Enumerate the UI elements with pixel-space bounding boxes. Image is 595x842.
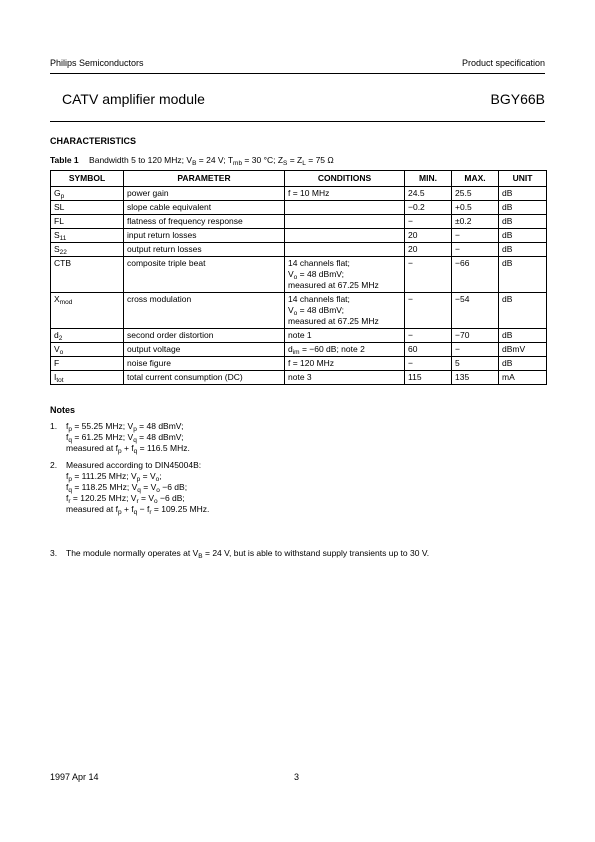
cell-max: −66 <box>452 257 499 293</box>
cell-max: −70 <box>452 329 499 343</box>
table-row <box>51 187 547 201</box>
cell-min: 60 <box>405 343 452 357</box>
cell-conditions: f = 120 MHz <box>285 357 405 371</box>
cell-min: − <box>405 293 452 329</box>
cell-symbol: CTB <box>51 257 124 293</box>
cell-symbol: $V_o$ <box>51 343 124 357</box>
product-code: BGY66B <box>490 91 545 107</box>
note-number: 3. <box>50 548 58 558</box>
cell-min: − <box>405 329 452 343</box>
cell-unit: dB <box>499 229 547 243</box>
document-type: Product specification <box>461 58 545 68</box>
company-name: Philips Semiconductors <box>50 58 144 68</box>
table-row <box>51 357 547 371</box>
page-number: 3 <box>294 772 300 782</box>
cell-min: −0.2 <box>405 201 452 215</box>
cell-max: 25.5 <box>452 187 499 201</box>
page-title: CATV amplifier module <box>62 91 205 107</box>
characteristics-table <box>50 170 547 385</box>
header-rule <box>50 73 545 74</box>
cell-symbol: $S_{22}$ <box>51 243 124 257</box>
cell-unit: dB <box>499 187 547 201</box>
table-row <box>51 215 547 229</box>
cell-parameter: total current consumption (DC) <box>124 371 285 385</box>
cell-unit: dBmV <box>499 343 547 357</box>
column-header: MIN. <box>405 171 452 187</box>
cell-unit: dB <box>499 293 547 329</box>
cell-symbol: $X_{mod}$ <box>51 293 124 329</box>
cell-unit: dB <box>499 243 547 257</box>
cell-conditions: note 1 <box>285 329 405 343</box>
table-row <box>51 371 547 385</box>
cell-max: 135 <box>452 371 499 385</box>
column-header: CONDITIONS <box>285 171 405 187</box>
cell-conditions: 14 channels flat; $V_o = 48$ dBmV; measured at 67.25 MHz <box>285 257 405 293</box>
note-text: $f_p = 55.25$ MHz; $V_p = 48$ dBmV; $f_q = 61.25$ MHz; $V_q = 48$ dBmV; measured at $f_p + f_q = 116.5$ MHz. <box>66 421 190 455</box>
cell-unit: dB <box>499 257 547 293</box>
footer-date: 1997 Apr 14 <box>50 772 99 782</box>
cell-min: − <box>405 357 452 371</box>
cell-unit: mA <box>499 371 547 385</box>
cell-parameter: slope cable equivalent <box>124 201 285 215</box>
cell-parameter: output voltage <box>124 343 285 357</box>
note-text: Measured according to DIN45004B: $f_p = 111.25$ MHz; $V_p = V_o$; $f_q = 118.25$ MHz; $V_q = V_o -6$ dB; $f_r = 120.25$ MHz; $V_r = V_o -6$ dB; measured at $f_p + f_q - f_r = 109.25$ MHz. <box>66 460 210 516</box>
note-text: The module normally operates at $V_B = 24$ V, but is able to withstand supply transients up to 30 V. <box>66 548 430 560</box>
note-number: 2. <box>50 460 58 470</box>
cell-max: − <box>452 343 499 357</box>
cell-min: − <box>405 257 452 293</box>
cell-conditions <box>285 201 405 215</box>
cell-min: 115 <box>405 371 452 385</box>
cell-symbol: F <box>51 357 124 371</box>
column-header: MAX. <box>452 171 499 187</box>
cell-parameter: second order distortion <box>124 329 285 343</box>
table-row <box>51 293 547 329</box>
cell-unit: dB <box>499 201 547 215</box>
cell-min: 20 <box>405 243 452 257</box>
cell-conditions <box>285 229 405 243</box>
cell-parameter: output return losses <box>124 243 285 257</box>
cell-conditions: f = 10 MHz <box>285 187 405 201</box>
table-caption <box>50 155 334 165</box>
cell-parameter: flatness of frequency response <box>124 215 285 229</box>
cell-conditions: 14 channels flat; $V_o = 48$ dBmV; measured at 67.25 MHz <box>285 293 405 329</box>
table-row <box>51 257 547 293</box>
cell-unit: dB <box>499 357 547 371</box>
cell-symbol: FL <box>51 215 124 229</box>
note-number: 1. <box>50 421 58 431</box>
section-title: CHARACTERISTICS <box>50 136 137 146</box>
cell-max: ±0.2 <box>452 215 499 229</box>
table-row <box>51 201 547 215</box>
cell-parameter: power gain <box>124 187 285 201</box>
table-caption-text: Bandwidth 5 to 120 MHz; $V_B = 24$ V; $T_{mb} = 30$ °C; $Z_S = Z_L = 75$ Ω <box>89 155 334 167</box>
cell-max: −54 <box>452 293 499 329</box>
column-header: UNIT <box>499 171 547 187</box>
table-caption-label: Table 1 <box>50 155 79 165</box>
cell-parameter: noise figure <box>124 357 285 371</box>
cell-max: +0.5 <box>452 201 499 215</box>
cell-symbol: $S_{11}$ <box>51 229 124 243</box>
cell-symbol: $d_2$ <box>51 329 124 343</box>
column-header: PARAMETER <box>124 171 285 187</box>
cell-min: 24.5 <box>405 187 452 201</box>
cell-conditions: $d_{im} = -60$ dB; note 2 <box>285 343 405 357</box>
table-row <box>51 243 547 257</box>
cell-parameter: input return losses <box>124 229 285 243</box>
cell-min: − <box>405 215 452 229</box>
cell-parameter: cross modulation <box>124 293 285 329</box>
title-rule <box>50 121 545 122</box>
cell-conditions <box>285 243 405 257</box>
cell-max: − <box>452 243 499 257</box>
cell-min: 20 <box>405 229 452 243</box>
cell-conditions: note 3 <box>285 371 405 385</box>
cell-unit: dB <box>499 215 547 229</box>
table-row <box>51 343 547 357</box>
notes-title: Notes <box>50 405 76 415</box>
cell-unit: dB <box>499 329 547 343</box>
cell-symbol: $I_{tot}$ <box>51 371 124 385</box>
cell-parameter: composite triple beat <box>124 257 285 293</box>
cell-symbol: $G_p$ <box>51 187 124 201</box>
table-row <box>51 229 547 243</box>
table-row <box>51 329 547 343</box>
table-header-row <box>51 171 547 187</box>
cell-max: − <box>452 229 499 243</box>
cell-symbol: SL <box>51 201 124 215</box>
cell-max: 5 <box>452 357 499 371</box>
column-header: SYMBOL <box>51 171 124 187</box>
cell-conditions <box>285 215 405 229</box>
